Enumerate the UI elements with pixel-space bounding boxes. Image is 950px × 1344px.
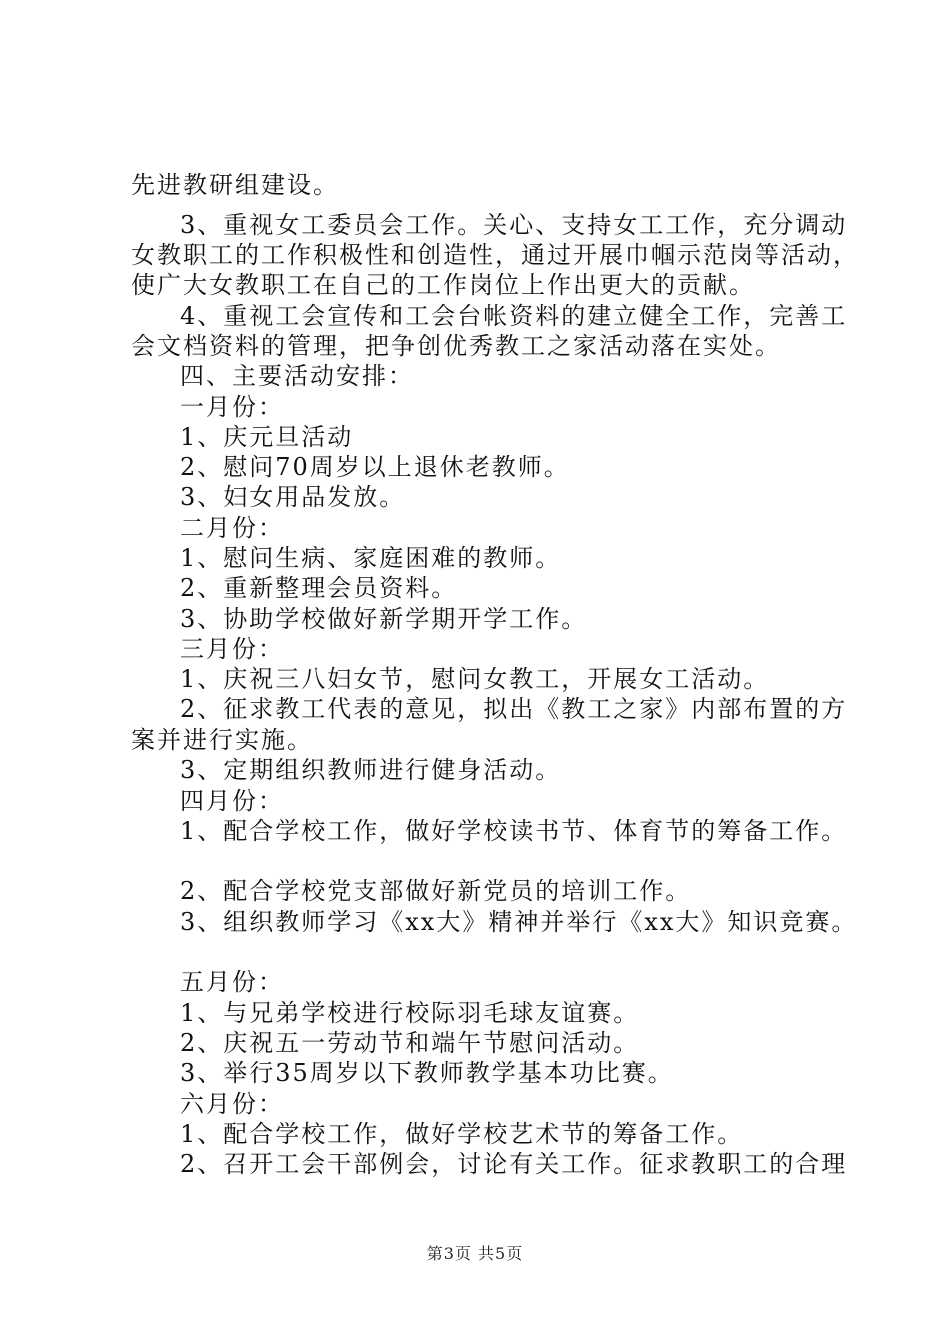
list-item: 2、征求教工代表的意见，拟出《教工之家》内部布置的方 (180, 695, 848, 723)
list-item: 2、重新整理会员资料。 (180, 574, 458, 602)
month-heading: 四月份： (180, 787, 284, 815)
list-item: 3、协助学校做好新学期开学工作。 (180, 605, 588, 633)
list-item: 1、配合学校工作，做好学校艺术节的筹备工作。 (180, 1120, 744, 1148)
text-line: 3、重视女工委员会工作。关心、支持女工工作，充分调动 (180, 211, 848, 239)
list-item: 3、举行35周岁以下教师教学基本功比赛。 (180, 1059, 674, 1087)
list-item: 3、定期组织教师进行健身活动。 (180, 756, 562, 784)
page-number-footer: 第3页 共5页 (426, 1244, 524, 1263)
text-line: 4、重视工会宣传和工会台帐资料的建立健全工作，完善工 (180, 302, 848, 330)
text-line: 女教职工的工作积极性和创造性，通过开展巾帼示范岗等活动， (131, 241, 859, 269)
month-heading: 一月份： (180, 393, 284, 421)
month-heading: 六月份： (180, 1090, 284, 1118)
list-item: 1、庆元旦活动 (180, 423, 354, 451)
list-item: 2、慰问70周岁以上退休老教师。 (180, 453, 570, 481)
month-heading: 二月份： (180, 514, 284, 542)
list-item: 1、庆祝三八妇女节，慰问女教工，开展女工活动。 (180, 665, 770, 693)
list-item: 3、组织教师学习《xx大》精神并举行《xx大》知识竞赛。 (180, 908, 858, 936)
list-item: 1、与兄弟学校进行校际羽毛球友谊赛。 (180, 999, 640, 1027)
list-item: 2、召开工会干部例会，讨论有关工作。征求教职工的合理 (180, 1150, 848, 1178)
text-line: 案并进行实施。 (131, 726, 313, 754)
section-heading: 四、主要活动安排： (180, 362, 414, 390)
text-line: 使广大女教职工在自己的工作岗位上作出更大的贡献。 (131, 271, 755, 299)
list-item: 2、庆祝五一劳动节和端午节慰问活动。 (180, 1029, 640, 1057)
list-item: 1、配合学校工作，做好学校读书节、体育节的筹备工作。 (180, 817, 848, 845)
list-item: 2、配合学校党支部做好新党员的培训工作。 (180, 877, 692, 905)
month-heading: 三月份： (180, 635, 284, 663)
text-line: 先进教研组建设。 (131, 171, 339, 199)
list-item: 1、慰问生病、家庭困难的教师。 (180, 544, 562, 572)
text-line: 会文档资料的管理，把争创优秀教工之家活动落在实处。 (131, 332, 781, 360)
month-heading: 五月份： (180, 968, 284, 996)
list-item: 3、妇女用品发放。 (180, 483, 406, 511)
